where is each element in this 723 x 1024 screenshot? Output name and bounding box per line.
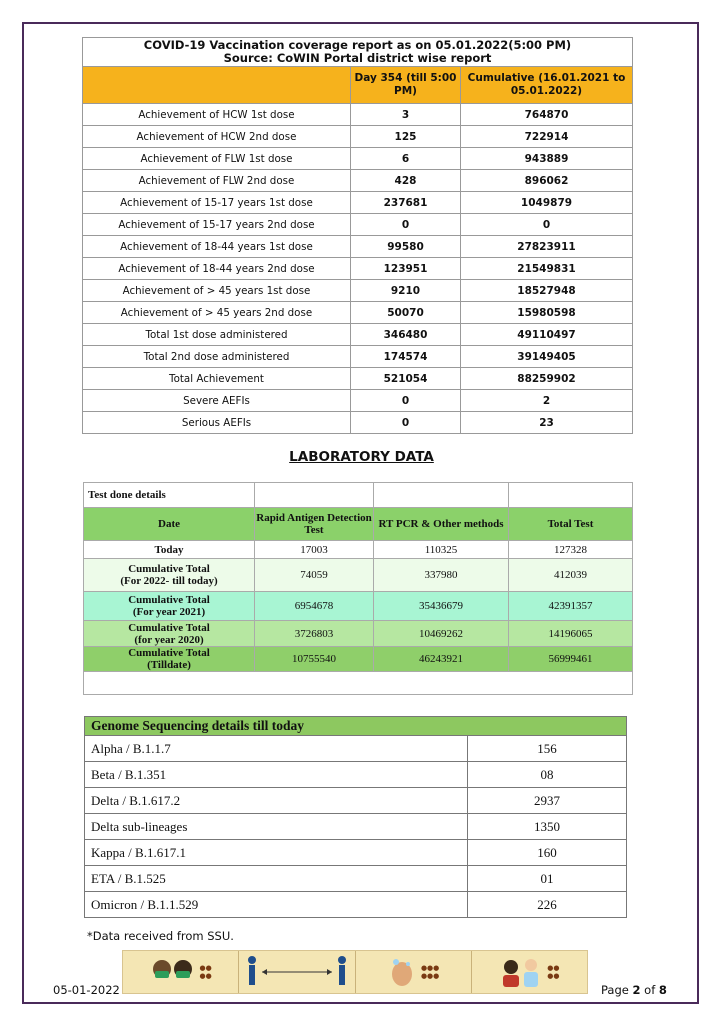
vaccination-row-day: 0 bbox=[351, 214, 461, 236]
vaccination-table-title bbox=[83, 38, 633, 67]
awareness-banner bbox=[122, 950, 588, 994]
genome-row bbox=[85, 814, 627, 840]
lab-row-date: Cumulative Total (For 2022- till today) bbox=[84, 559, 255, 592]
vaccination-title-line2: Source: CoWIN Portal district wise report bbox=[223, 51, 492, 65]
vaccination-row bbox=[83, 104, 633, 126]
banner-handwash-glyph: ●●● ●●● bbox=[420, 964, 440, 980]
vaccination-row bbox=[83, 214, 633, 236]
vaccination-row-cumulative: 896062 bbox=[461, 170, 633, 192]
banner-mask-glyph: ●● ●● bbox=[199, 964, 212, 980]
masked-faces-icon bbox=[150, 955, 196, 989]
vaccination-row bbox=[83, 346, 633, 368]
vaccination-row-label: Achievement of > 45 years 2nd dose bbox=[83, 302, 351, 324]
vaccination-row-cumulative: 21549831 bbox=[461, 258, 633, 280]
vaccination-row-cumulative: 1049879 bbox=[461, 192, 633, 214]
vaccination-row-day: 123951 bbox=[351, 258, 461, 280]
vaccination-row bbox=[83, 324, 633, 346]
vaccination-row bbox=[83, 302, 633, 324]
vaccination-row-cumulative: 39149405 bbox=[461, 346, 633, 368]
vaccination-row-label: Serious AEFIs bbox=[83, 412, 351, 434]
lab-row-total: 412039 bbox=[509, 559, 633, 592]
vaccination-row-day: 428 bbox=[351, 170, 461, 192]
vaccination-row bbox=[83, 236, 633, 258]
laboratory-heading: LABORATORY DATA bbox=[289, 449, 434, 465]
vaccination-row bbox=[83, 368, 633, 390]
vaccination-table bbox=[82, 37, 633, 434]
vaccination-row-day: 521054 bbox=[351, 368, 461, 390]
vaccination-row bbox=[83, 258, 633, 280]
footer-page-number: Page 2 of 8 bbox=[601, 983, 667, 997]
lab-row-total: 42391357 bbox=[509, 592, 633, 621]
banner-vaccine-glyph: ●● ●● bbox=[547, 964, 560, 980]
vaccination-row-cumulative: 2 bbox=[461, 390, 633, 412]
data-source-note: *Data received from SSU. bbox=[87, 929, 234, 943]
vaccination-row-cumulative: 722914 bbox=[461, 126, 633, 148]
lab-row-date: Today bbox=[84, 541, 255, 559]
vaccination-row-label: Achievement of FLW 2nd dose bbox=[83, 170, 351, 192]
handwash-icon bbox=[387, 956, 417, 988]
vaccination-row-cumulative: 943889 bbox=[461, 148, 633, 170]
genome-variant-count: 160 bbox=[468, 840, 627, 866]
lab-row-rtpcr: 337980 bbox=[374, 559, 509, 592]
vaccination-row-cumulative: 18527948 bbox=[461, 280, 633, 302]
genome-variant-name: Kappa / B.1.617.1 bbox=[85, 840, 468, 866]
vaccination-row bbox=[83, 192, 633, 214]
vaccination-icon bbox=[499, 955, 543, 989]
genome-row bbox=[85, 762, 627, 788]
vaccination-row bbox=[83, 170, 633, 192]
lab-row-date: Cumulative Total (for year 2020) bbox=[84, 621, 255, 647]
vaccination-row-cumulative: 23 bbox=[461, 412, 633, 434]
genome-variant-count: 2937 bbox=[468, 788, 627, 814]
vaccination-row bbox=[83, 390, 633, 412]
genome-variant-name: Omicron / B.1.1.529 bbox=[85, 892, 468, 918]
laboratory-table bbox=[83, 482, 633, 695]
genome-variant-count: 1350 bbox=[468, 814, 627, 840]
vaccination-row-day: 0 bbox=[351, 412, 461, 434]
genome-row bbox=[85, 866, 627, 892]
banner-mask-segment bbox=[123, 951, 238, 993]
lab-row-rtpcr: 46243921 bbox=[374, 647, 509, 672]
genome-variant-count: 08 bbox=[468, 762, 627, 788]
vaccination-row-label: Achievement of HCW 1st dose bbox=[83, 104, 351, 126]
lab-row-rtpcr: 110325 bbox=[374, 541, 509, 559]
vaccination-row bbox=[83, 148, 633, 170]
lab-row bbox=[84, 621, 633, 647]
genome-variant-name: Alpha / B.1.1.7 bbox=[85, 736, 468, 762]
footer-date: 05-01-2022 bbox=[53, 983, 120, 997]
banner-distance-segment bbox=[238, 951, 354, 993]
genome-variant-name: ETA / B.1.525 bbox=[85, 866, 468, 892]
vaccination-row-label: Severe AEFIs bbox=[83, 390, 351, 412]
vaccination-row-day: 9210 bbox=[351, 280, 461, 302]
genome-title: Genome Sequencing details till today bbox=[85, 717, 627, 736]
lab-row bbox=[84, 559, 633, 592]
lab-row-rtpcr: 35436679 bbox=[374, 592, 509, 621]
vaccination-row-label: Achievement of FLW 1st dose bbox=[83, 148, 351, 170]
vaccination-row-cumulative: 764870 bbox=[461, 104, 633, 126]
genome-row bbox=[85, 788, 627, 814]
genome-row bbox=[85, 736, 627, 762]
vaccination-row-day: 237681 bbox=[351, 192, 461, 214]
vaccination-row-label: Achievement of 15-17 years 2nd dose bbox=[83, 214, 351, 236]
lab-row-rat: 3726803 bbox=[255, 621, 374, 647]
vaccination-row-cumulative: 0 bbox=[461, 214, 633, 236]
lab-row-total: 56999461 bbox=[509, 647, 633, 672]
lab-row-total: 127328 bbox=[509, 541, 633, 559]
lab-row-date: Cumulative Total (Tilldate) bbox=[84, 647, 255, 672]
lab-row-rtpcr: 10469262 bbox=[374, 621, 509, 647]
vaccination-row-cumulative: 88259902 bbox=[461, 368, 633, 390]
lab-row-rat: 17003 bbox=[255, 541, 374, 559]
genome-row bbox=[85, 892, 627, 918]
vaccination-row-label: Achievement of > 45 years 1st dose bbox=[83, 280, 351, 302]
lab-row bbox=[84, 541, 633, 559]
vaccination-row-day: 50070 bbox=[351, 302, 461, 324]
vaccination-header-blank bbox=[83, 67, 351, 104]
genome-variant-name: Delta sub-lineages bbox=[85, 814, 468, 840]
genome-variant-name: Delta / B.1.617.2 bbox=[85, 788, 468, 814]
lab-col-rat: Rapid Antigen Detection Test bbox=[255, 508, 374, 541]
lab-row bbox=[84, 592, 633, 621]
vaccination-title-line1: COVID-19 Vaccination coverage report as on 05.01.2022(5:00 PM) bbox=[143, 38, 572, 52]
vaccination-row-day: 3 bbox=[351, 104, 461, 126]
vaccination-row-label: Achievement of 18-44 years 2nd dose bbox=[83, 258, 351, 280]
vaccination-row-cumulative: 49110497 bbox=[461, 324, 633, 346]
vaccination-row-label: Achievement of 18-44 years 1st dose bbox=[83, 236, 351, 258]
genome-variant-count: 156 bbox=[468, 736, 627, 762]
vaccination-row-day: 174574 bbox=[351, 346, 461, 368]
social-distance-icon bbox=[242, 954, 352, 990]
vaccination-row-label: Total 1st dose administered bbox=[83, 324, 351, 346]
lab-col-date: Date bbox=[84, 508, 255, 541]
lab-row-total: 14196065 bbox=[509, 621, 633, 647]
vaccination-row-day: 0 bbox=[351, 390, 461, 412]
lab-col-rtpcr: RT PCR & Other methods bbox=[374, 508, 509, 541]
vaccination-row-day: 6 bbox=[351, 148, 461, 170]
lab-row-rat: 6954678 bbox=[255, 592, 374, 621]
banner-handwash-segment bbox=[355, 951, 471, 993]
vaccination-row bbox=[83, 280, 633, 302]
vaccination-row-label: Total 2nd dose administered bbox=[83, 346, 351, 368]
vaccination-row-label: Total Achievement bbox=[83, 368, 351, 390]
lab-row bbox=[84, 647, 633, 672]
genome-variant-name: Beta / B.1.351 bbox=[85, 762, 468, 788]
genome-variant-count: 01 bbox=[468, 866, 627, 892]
genome-variant-count: 226 bbox=[468, 892, 627, 918]
vaccination-row bbox=[83, 126, 633, 148]
vaccination-row bbox=[83, 412, 633, 434]
lab-col-total: Total Test bbox=[509, 508, 633, 541]
vaccination-row-cumulative: 15980598 bbox=[461, 302, 633, 324]
vaccination-row-day: 99580 bbox=[351, 236, 461, 258]
banner-vaccine-segment bbox=[471, 951, 587, 993]
lab-row-rat: 74059 bbox=[255, 559, 374, 592]
vaccination-row-day: 346480 bbox=[351, 324, 461, 346]
vaccination-row-label: Achievement of HCW 2nd dose bbox=[83, 126, 351, 148]
vaccination-header-cumulative: Cumulative (16.01.2021 to 05.01.2022) bbox=[461, 67, 633, 104]
vaccination-row-day: 125 bbox=[351, 126, 461, 148]
genome-row bbox=[85, 840, 627, 866]
vaccination-row-label: Achievement of 15-17 years 1st dose bbox=[83, 192, 351, 214]
vaccination-row-cumulative: 27823911 bbox=[461, 236, 633, 258]
vaccination-header-day: Day 354 (till 5:00 PM) bbox=[351, 67, 461, 104]
laboratory-caption: Test done details bbox=[84, 483, 255, 508]
lab-row-rat: 10755540 bbox=[255, 647, 374, 672]
genome-table bbox=[84, 716, 627, 918]
lab-row-date: Cumulative Total (For year 2021) bbox=[84, 592, 255, 621]
